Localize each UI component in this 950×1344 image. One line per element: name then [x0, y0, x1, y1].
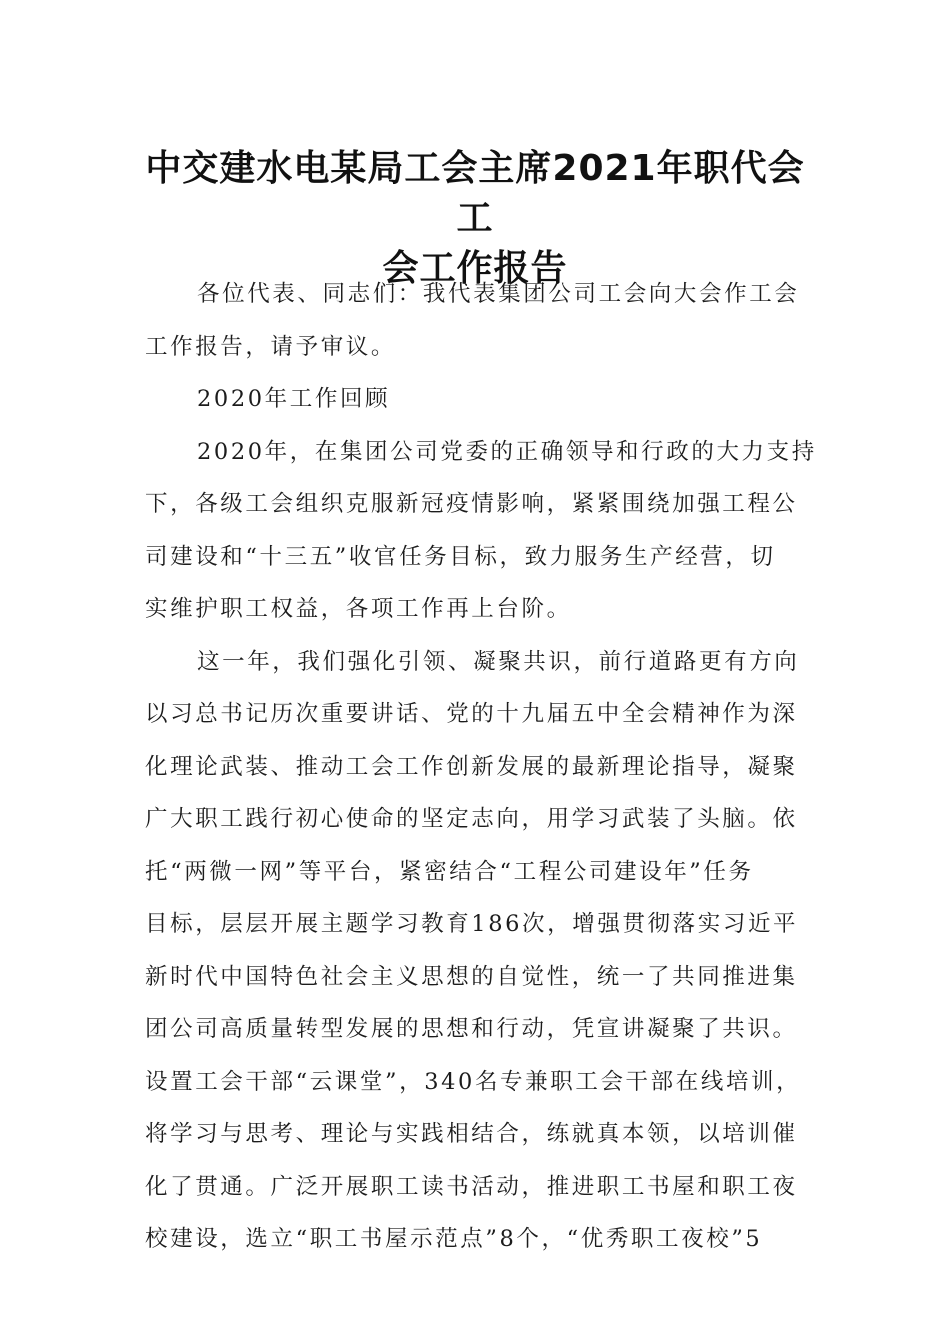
title-line: 中交建水电某局工会主席2021年职代会工: [145, 148, 805, 239]
text-line: 设置工会干部“云课堂”，340名专兼职工会干部在线培训，: [145, 1068, 802, 1095]
text-line: 实维护职工权益，各项工作再上台阶。: [145, 596, 572, 622]
text-line: 2020年工作回顾: [197, 386, 391, 412]
paragraph-greeting: [145, 268, 807, 373]
section-heading: [145, 373, 807, 426]
text-line: 司建设和“十三五”收官任务目标，致力服务生产经营，切: [145, 543, 776, 570]
text-line: 下，各级工会组织克服新冠疫情影响，紧紧围绕加强工程公: [145, 491, 798, 517]
text-line: 2020年，在集团公司党委的正确领导和行政的大力支持: [197, 438, 817, 465]
document-body: [145, 268, 817, 1266]
text-line: 工作报告，请予审议。: [145, 333, 397, 360]
text-line: 化理论武装、推动工会工作创新发展的最新理论指导，凝聚: [145, 753, 798, 780]
text-line: 新时代中国特色社会主义思想的自觉性，统一了共同推进集: [145, 963, 798, 990]
paragraph-this-year: [145, 636, 807, 1266]
text-line: 化了贯通。广泛开展职工读书活动，推进职工书屋和职工夜: [145, 1173, 798, 1200]
text-line: 团公司高质量转型发展的思想和行动，凭宣讲凝聚了共识。: [145, 1016, 798, 1042]
text-line: 各位代表、同志们：我代表集团公司工会向大会作工会: [197, 281, 800, 307]
text-line: 将学习与思考、理论与实践相结合，练就真本领，以培训催: [145, 1121, 798, 1147]
text-line: 以习总书记历次重要讲话、党的十九届五中全会精神作为深: [145, 701, 798, 727]
text-line: 校建设，选立“职工书屋示范点”8个，“优秀职工夜校”5: [145, 1226, 763, 1252]
text-line: 目标，层层开展主题学习教育186次，增强贯彻落实习近平: [145, 911, 799, 937]
paragraph-2020-summary: [145, 426, 817, 636]
title-line: 会工作报告: [382, 248, 568, 289]
text-line: 广大职工践行初心使命的坚定志向，用学习武装了头脑。依: [145, 806, 798, 832]
text-line: 这一年，我们强化引领、凝聚共识，前行道路更有方向: [197, 648, 800, 675]
text-line: 托“两微一网”等平台，紧密结合“工程公司建设年”任务: [145, 858, 754, 885]
